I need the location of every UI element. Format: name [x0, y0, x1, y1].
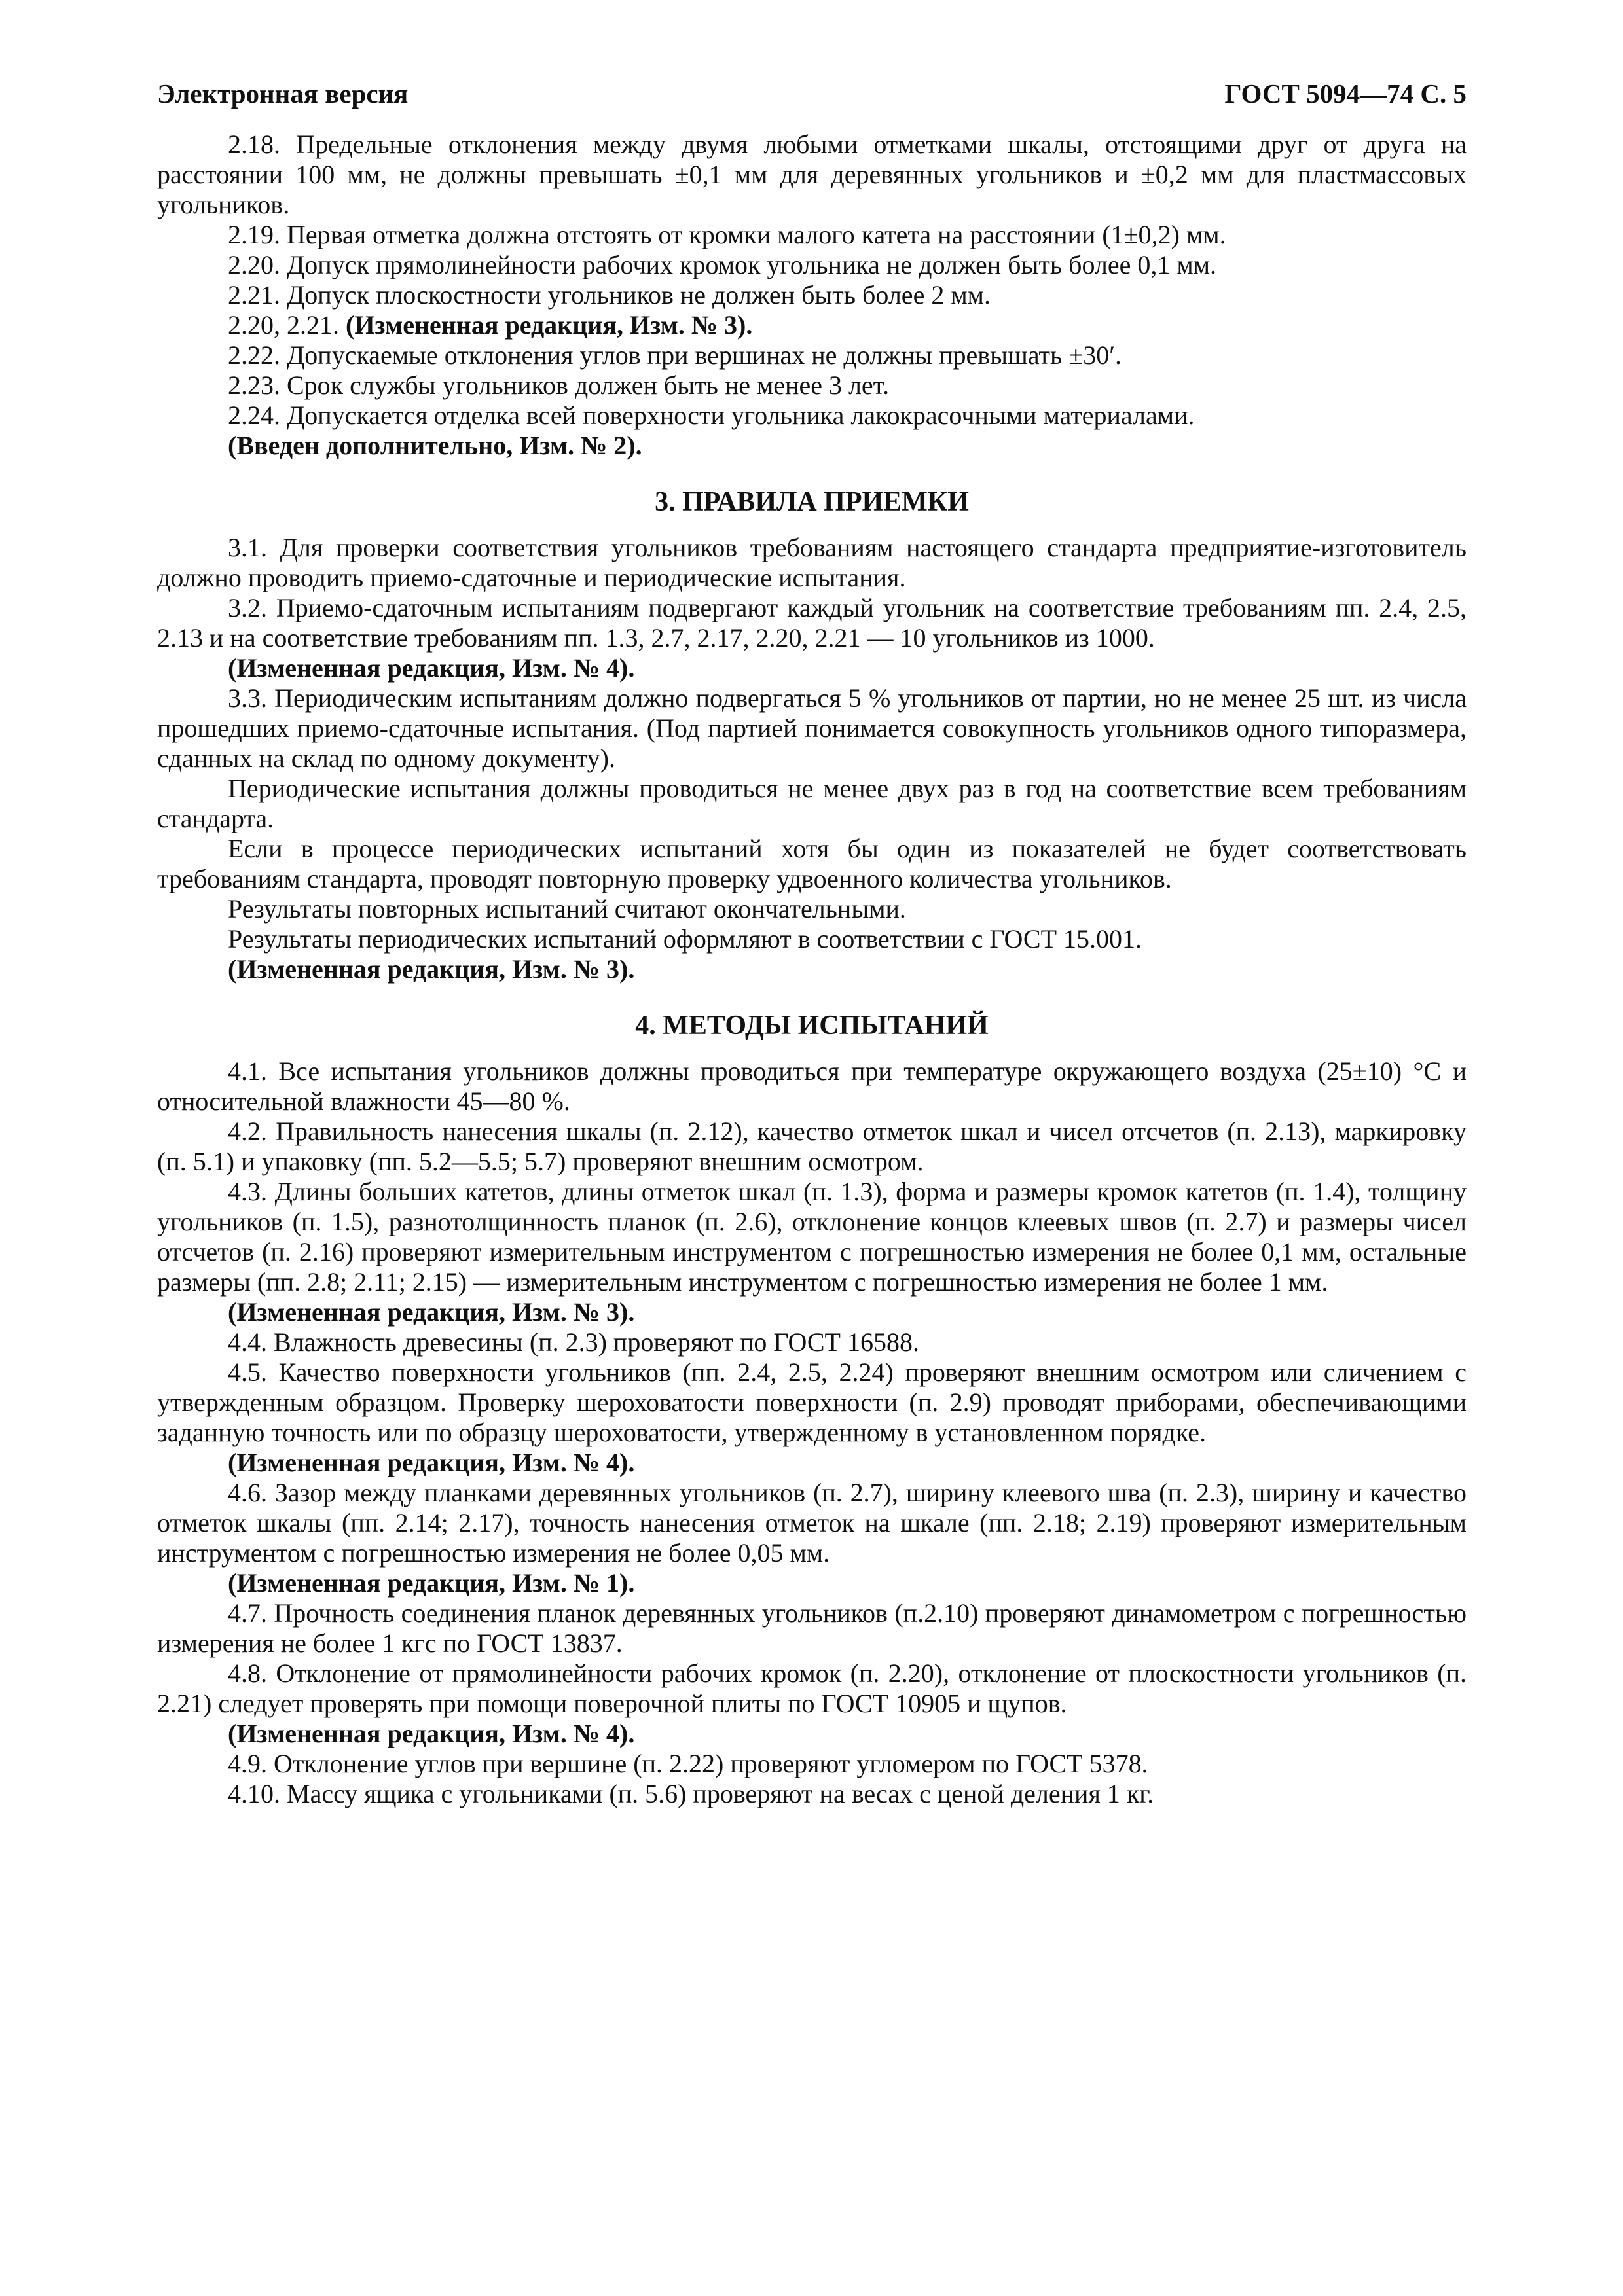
paragraph: 3.1. Для проверки соответствия угольников требованиям настоящего стандарта предприятие-изготовитель должно проводить приемо-сдаточные и периодические испытания.	[157, 533, 1467, 592]
amendment-note: (Измененная редакция, Изм. № 4).	[228, 1448, 635, 1477]
amendment-note: (Измененная редакция, Изм. № 4).	[228, 1719, 635, 1748]
document-page	[157, 79, 1467, 1809]
paragraph: 4.2. Правильность нанесения шкалы (п. 2.12), качество отметок шкал и чисел отсчетов (п. 2.13), маркировку (п. 5.1) и упаковку (пп. 5.2—5.5; 5.7) проверяют внешним осмотром.	[157, 1117, 1467, 1176]
paragraph: 4.9. Отклонение углов при вершине (п. 2.22) проверяют угломером по ГОСТ 5378.	[228, 1749, 1148, 1778]
amendment-note: (Измененная редакция, Изм. № 4).	[228, 653, 635, 683]
amendment-note: (Введен дополнительно, Изм. № 2).	[228, 431, 642, 460]
paragraph: 2.21. Допуск плоскостности угольников не должен быть более 2 мм.	[228, 280, 991, 310]
paragraph: 2.23. Срок службы угольников должен быть не менее 3 лет.	[228, 370, 890, 400]
paragraph: 4.7. Прочность соединения планок деревянных угольников (п.2.10) проверяют динамометром с погрешностью измерения не более 1 кгс по ГОСТ 13837.	[157, 1598, 1467, 1658]
paragraph: Результаты повторных испытаний считают окончательными.	[228, 894, 906, 924]
amendment-note: (Измененная редакция, Изм. № 1).	[228, 1568, 635, 1598]
paragraph: 4.4. Влажность древесины (п. 2.3) проверяют по ГОСТ 16588.	[228, 1327, 919, 1357]
paragraph: 4.1. Все испытания угольников должны проводиться при температуре окружающего воздуха (25±10) °С и относительной влажности 45—80 %.	[157, 1056, 1467, 1116]
paragraph: 3.3. Периодическим испытаниям должно подвергаться 5 % угольников от партии, но не менее 25 шт. из числа прошедших приемо-сдаточные испытания. (Под партией понимается совокупность угольников одного типоразмера, сданных на склад по одному документу).	[157, 683, 1467, 773]
paragraph: Если в процессе периодических испытаний хотя бы один из показателей не будет соответствовать требованиям стандарта, проводят повторную проверку удвоенного количества угольников.	[157, 834, 1467, 893]
amendment-note: (Измененная редакция, Изм. № 3).	[228, 1297, 635, 1327]
paragraph: 4.10. Массу ящика с угольниками (п. 5.6) проверяют на весах с ценой деления 1 кг.	[228, 1779, 1154, 1808]
header-right: ГОСТ 5094—74 С. 5	[1224, 79, 1467, 109]
paragraph: 2.20. Допуск прямолинейности рабочих кромок угольника не должен быть более 0,1 мм.	[228, 250, 1217, 279]
paragraph: 2.22. Допускаемые отклонения углов при вершинах не должны превышать ±30′.	[228, 340, 1122, 370]
paragraph-prefix: 2.20, 2.21.	[228, 310, 346, 340]
paragraph	[157, 310, 1467, 340]
amendment-note: (Измененная редакция, Изм. № 3).	[346, 310, 753, 340]
page-header	[157, 79, 1467, 109]
paragraph: 2.19. Первая отметка должна отстоять от кромки малого катета на расстоянии (1±0,2) мм.	[228, 220, 1226, 249]
paragraph: Периодические испытания должны проводиться не менее двух раз в год на соответствие всем требованиям стандарта.	[157, 774, 1467, 833]
document-body	[157, 130, 1467, 1809]
paragraph: 4.5. Качество поверхности угольников (пп. 2.4, 2.5, 2.24) проверяют внешним осмотром или сличением с утвержденным образцом. Проверку шероховатости поверхности (п. 2.9) проводят приборами, обеспечивающими заданную точность или по образцу шероховатости, утвержденному в установленном порядке.	[157, 1357, 1467, 1447]
paragraph: 3.2. Приемо-сдаточным испытаниям подвергают каждый угольник на соответствие требованиям пп. 2.4, 2.5, 2.13 и на соответствие требованиям пп. 1.3, 2.7, 2.17, 2.20, 2.21 — 10 угольников из 1000.	[157, 593, 1467, 653]
paragraph: 2.24. Допускается отделка всей поверхности угольника лакокрасочными материалами.	[228, 401, 1195, 430]
paragraph: 4.3. Длины больших катетов, длины отметок шкал (п. 1.3), форма и размеры кромок катетов (п. 1.4), толщину угольников (п. 1.5), разнотолщинность планок (п. 2.6), отклонение концов клеевых швов (п. 2.7) и размеры чисел отсчетов (п. 2.16) проверяют измерительным инструментом с погрешностью измерения не более 0,1 мм, остальные размеры (пп. 2.8; 2.11; 2.15) — измерительным инструментом с погрешностью измерения не более 1 мм.	[157, 1177, 1467, 1297]
header-left: Электронная версия	[157, 79, 409, 109]
paragraph: Результаты периодических испытаний оформляют в соответствии с ГОСТ 15.001.	[228, 924, 1142, 954]
section-title: 4. МЕТОДЫ ИСПЫТАНИЙ	[635, 1011, 989, 1041]
paragraph: 2.18. Предельные отклонения между двумя любыми отметками шкалы, отстоящими друг от друга на расстоянии 100 мм, не должны превышать ±0,1 мм для деревянных угольников и ±0,2 мм для пластмассовых угольников.	[157, 130, 1467, 219]
amendment-note: (Измененная редакция, Изм. № 3).	[228, 954, 635, 984]
section-title: 3. ПРАВИЛА ПРИЕМКИ	[655, 487, 969, 517]
paragraph: 4.6. Зазор между планками деревянных угольников (п. 2.7), ширину клеевого шва (п. 2.3), ширину и качество отметок шкалы (пп. 2.14; 2.17), точность нанесения отметок на шкале (пп. 2.18; 2.19) проверяют измерительным инструментом с погрешностью измерения не более 0,05 мм.	[157, 1478, 1467, 1568]
paragraph: 4.8. Отклонение от прямолинейности рабочих кромок (п. 2.20), отклонение от плоскостности угольников (п. 2.21) следует проверять при помощи поверочной плиты по ГОСТ 10905 и щупов.	[157, 1659, 1467, 1718]
